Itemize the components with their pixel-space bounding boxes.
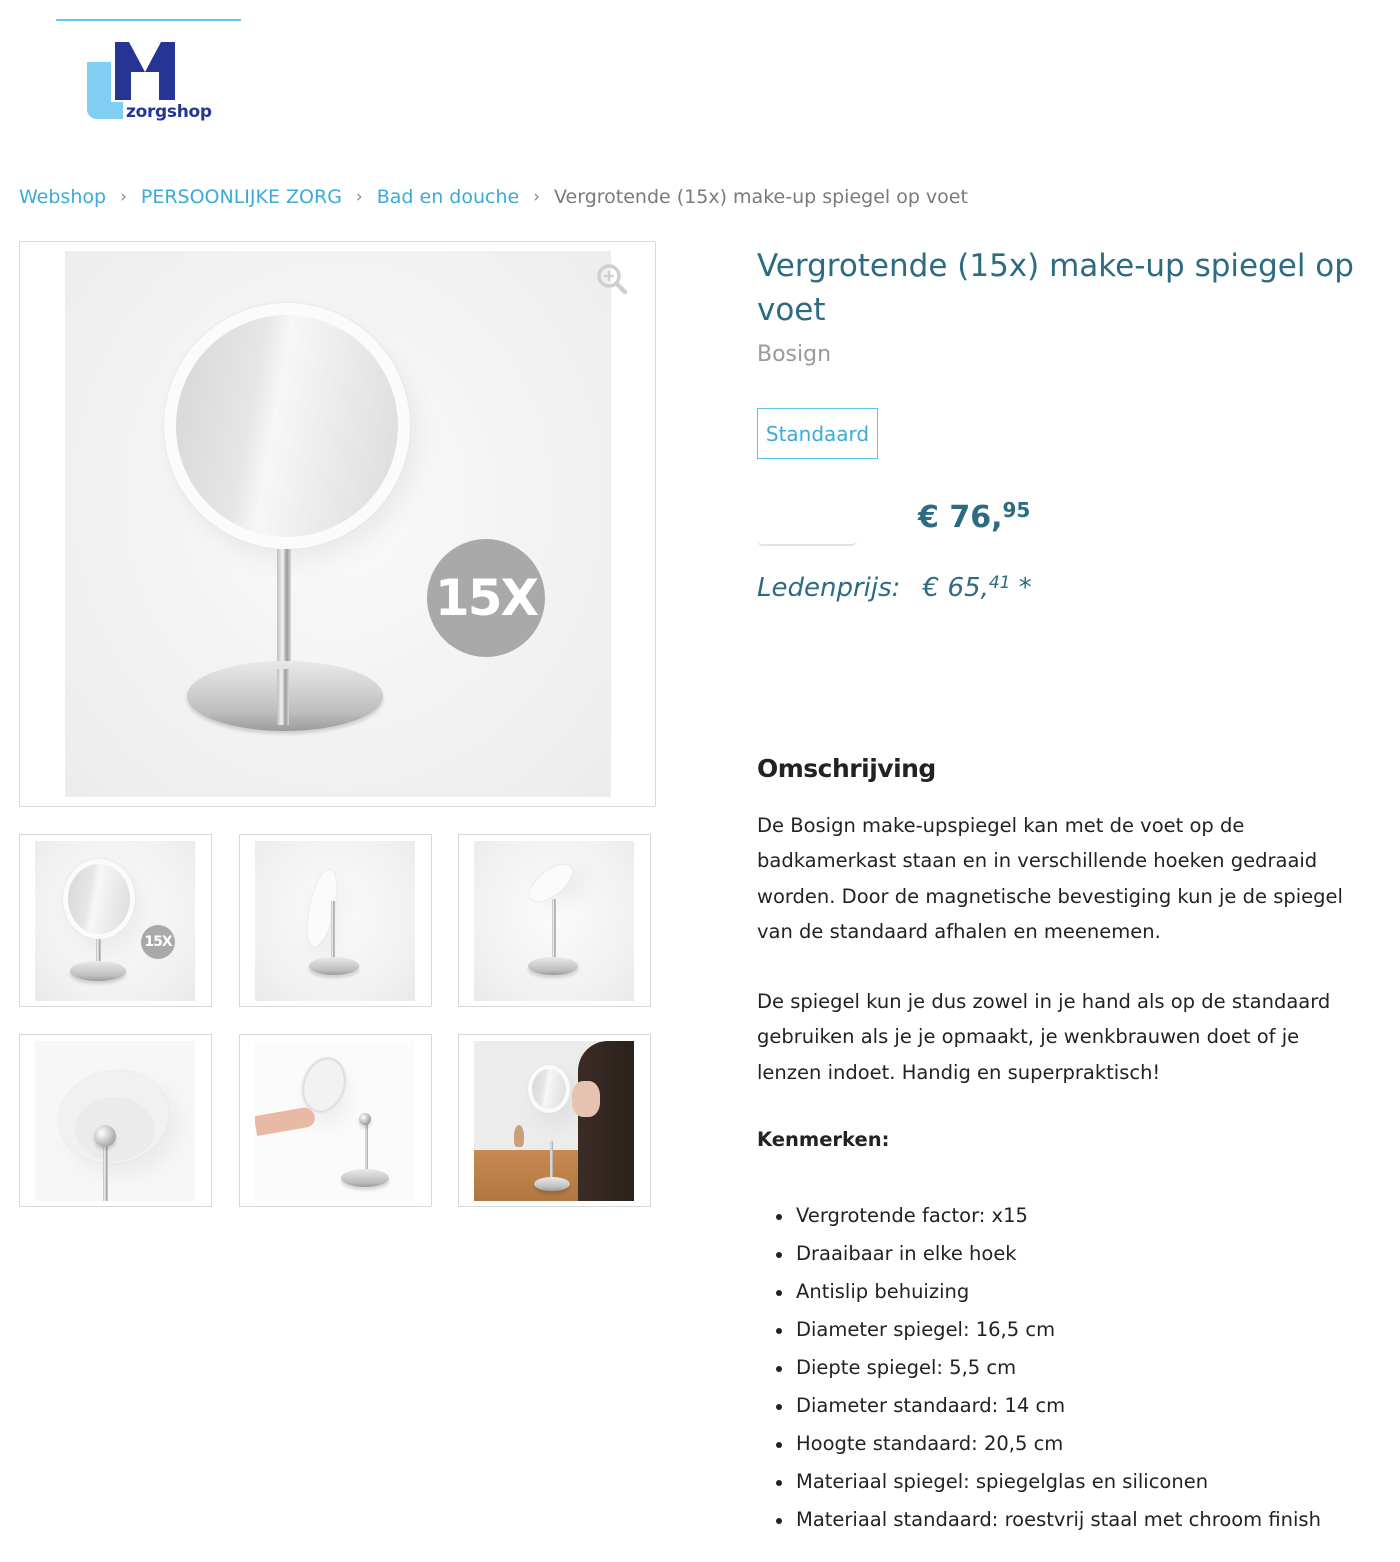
thumbnail-6[interactable]: [458, 1034, 651, 1207]
magnification-badge: 15X: [427, 539, 545, 657]
breadcrumb-item-webshop[interactable]: Webshop: [19, 186, 107, 208]
member-price-whole: 65,: [947, 573, 989, 603]
thumbnail-1[interactable]: [19, 834, 212, 1007]
feature-item: Diameter standaard: 14 cm: [776, 1388, 1321, 1426]
breadcrumb-item-persoonlijke-zorg[interactable]: PERSOONLIJKE ZORG: [140, 186, 342, 208]
feature-item: Antislip behuizing: [776, 1274, 1321, 1312]
member-price-currency: €: [922, 573, 940, 603]
chevron-right-icon: ›: [120, 187, 127, 207]
mirror-frame: [302, 867, 342, 948]
product-title: Vergrotende (15x) make-up spiegel op voet: [757, 248, 1354, 328]
variant-option-standaard[interactable]: Standaard: [757, 408, 878, 459]
makeup-brush: [514, 1125, 524, 1147]
mirror-back-inner: [75, 1097, 155, 1161]
description-paragraph: De spiegel kun je dus zowel in je hand als op de standaard gebruiken als je je opmaakt, je wenkbrauwen doet of je lenzen indoet. Handig en superpraktisch!: [757, 990, 1331, 1084]
thumbnail-photo: [255, 1041, 415, 1201]
description-paragraph: De Bosign make-upspiegel kan met de voet op de badkamerkast staan en in verschillende hoeken gedraaid worden. Door de magnetische bevestiging kun je de spiegel van de standaard afhalen en meenemen.: [757, 814, 1343, 943]
thumbnail-photo: [474, 841, 634, 1001]
mirror-stem-lower: [277, 669, 289, 725]
features-heading: Kenmerken:: [757, 1128, 890, 1151]
member-price-cents: 41: [988, 573, 1011, 593]
price-currency: €: [918, 500, 939, 535]
feature-item: Draaibaar in elke hoek: [776, 1236, 1321, 1274]
magnification-badge: 15X: [141, 925, 175, 959]
person: [578, 1041, 634, 1201]
ball-joint: [94, 1125, 116, 1147]
thumbnail-3[interactable]: [458, 834, 651, 1007]
member-price-footnote: *: [1018, 573, 1032, 603]
feature-item: Diameter spiegel: 16,5 cm: [776, 1312, 1321, 1350]
mirror-frame: [524, 858, 578, 908]
feature-item: Diepte spiegel: 5,5 cm: [776, 1350, 1321, 1388]
logo-l-foot: [87, 102, 123, 119]
features-list: [776, 1198, 1321, 1540]
logo-wordmark: zorgshop: [126, 102, 212, 122]
description-heading: Omschrijving: [757, 754, 936, 783]
member-price: [757, 573, 1032, 603]
member-price-label: Ledenprijs:: [757, 573, 901, 603]
zoom-in-icon[interactable]: [596, 263, 628, 295]
product-photo[interactable]: [65, 251, 611, 797]
quantity-input[interactable]: [757, 500, 857, 546]
breadcrumb-current: Vergrotende (15x) make-up spiegel op voet: [554, 186, 968, 208]
thumbnail-5[interactable]: [239, 1034, 432, 1207]
face: [572, 1081, 600, 1117]
chevron-right-icon: ›: [533, 187, 541, 207]
feature-item: Materiaal standaard: roestvrij staal met chroom finish: [776, 1502, 1321, 1540]
mirror-base: [534, 1177, 570, 1191]
mirror-base: [341, 1169, 389, 1187]
logo-m-shape: [115, 42, 175, 100]
breadcrumb-item-bad-en-douche[interactable]: Bad en douche: [376, 186, 520, 208]
feature-item: Vergrotende factor: x15: [776, 1198, 1321, 1236]
mirror-glass: [532, 1069, 566, 1109]
header-accent-line: [56, 19, 241, 21]
mirror-base: [309, 957, 359, 975]
main-product-image[interactable]: [19, 241, 656, 807]
mirror-base: [528, 957, 578, 975]
description-body: [757, 808, 1357, 1125]
price-whole: 76,: [949, 500, 1003, 535]
thumbnail-photo: [35, 841, 195, 1001]
feature-item: Materiaal spiegel: spiegelglas en siliconen: [776, 1464, 1321, 1502]
thumbnail-2[interactable]: [239, 834, 432, 1007]
ball-joint: [359, 1113, 371, 1125]
product-price: [918, 500, 1030, 535]
mirror-base: [70, 961, 126, 981]
thumbnail-photo: [474, 1041, 634, 1201]
site-logo[interactable]: [86, 42, 216, 124]
thumbnail-4[interactable]: [19, 1034, 212, 1207]
mirror-glass: [176, 315, 398, 537]
thumbnail-photo: [35, 1041, 195, 1201]
mirror-stem: [552, 899, 556, 965]
chevron-right-icon: ›: [355, 187, 363, 207]
product-brand: Bosign: [757, 342, 832, 367]
mirror-glass: [68, 864, 130, 934]
breadcrumb: [19, 186, 968, 208]
feature-item: Hoogte standaard: 20,5 cm: [776, 1426, 1321, 1464]
thumbnail-photo: [255, 841, 415, 1001]
hand: [255, 1106, 316, 1136]
price-cents: 95: [1002, 498, 1031, 522]
